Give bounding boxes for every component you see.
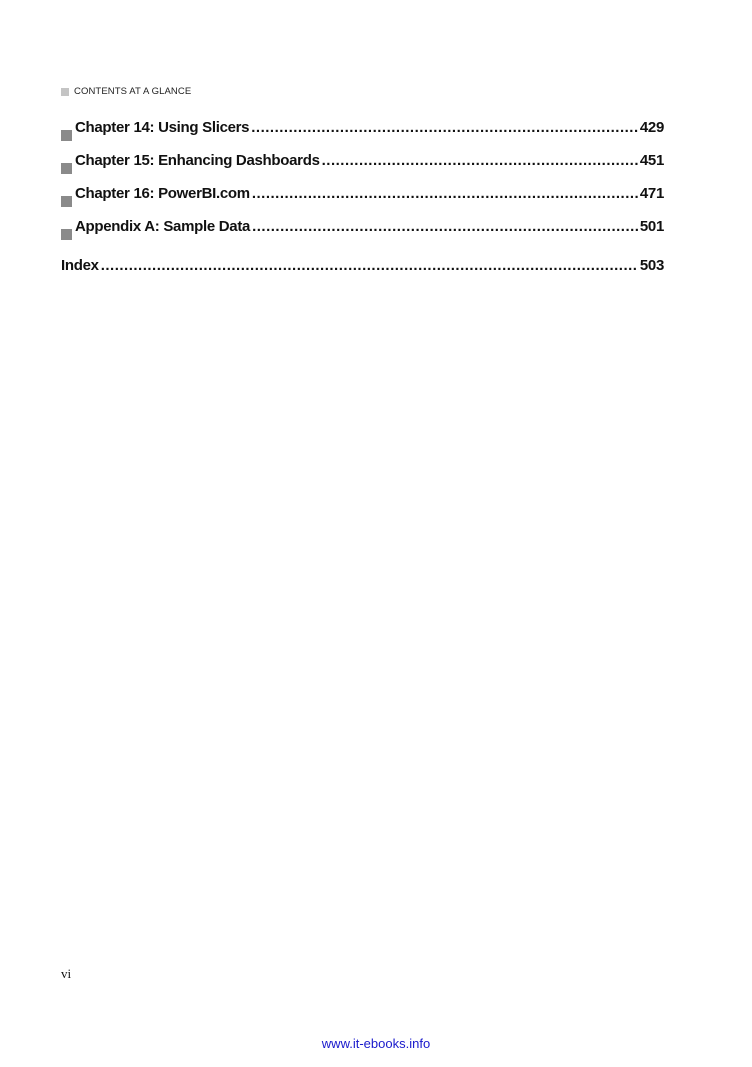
square-bullet-icon [61,229,72,240]
toc-entry-chapter-16[interactable] [61,185,664,218]
watermark-link[interactable]: www.it-ebooks.info [321,1036,431,1051]
toc-entry-page: 501 [639,218,664,235]
running-title: CONTENTS AT A GLANCE [74,86,192,97]
dot-leader [252,218,638,235]
watermark [0,1036,752,1051]
square-bullet-icon [61,130,72,141]
toc-entry-title: Index [61,257,99,274]
square-bullet-icon [61,163,72,174]
square-bullet-icon [61,196,72,207]
toc-entry-page: 471 [639,185,664,202]
toc-entry-appendix-a[interactable] [61,218,664,251]
table-of-contents [61,119,664,290]
toc-entry-title: Appendix A: Sample Data [75,218,251,235]
running-header [61,86,191,97]
dot-leader [101,257,638,274]
toc-entry-page: 503 [639,257,664,274]
page-number: vi [61,966,72,981]
toc-entry-title: Chapter 14: Using Slicers [75,119,250,136]
toc-entry-page: 429 [639,119,664,136]
toc-entry-chapter-15[interactable] [61,152,664,185]
toc-entry-chapter-14[interactable] [61,119,664,152]
dot-leader [322,152,638,169]
toc-entry-index[interactable] [61,257,664,290]
toc-entry-title: Chapter 15: Enhancing Dashboards [75,152,320,169]
header-square-icon [61,88,69,96]
dot-leader [252,185,638,202]
toc-entry-page: 451 [639,152,664,169]
dot-leader [251,119,638,136]
toc-entry-title: Chapter 16: PowerBI.com [75,185,250,202]
